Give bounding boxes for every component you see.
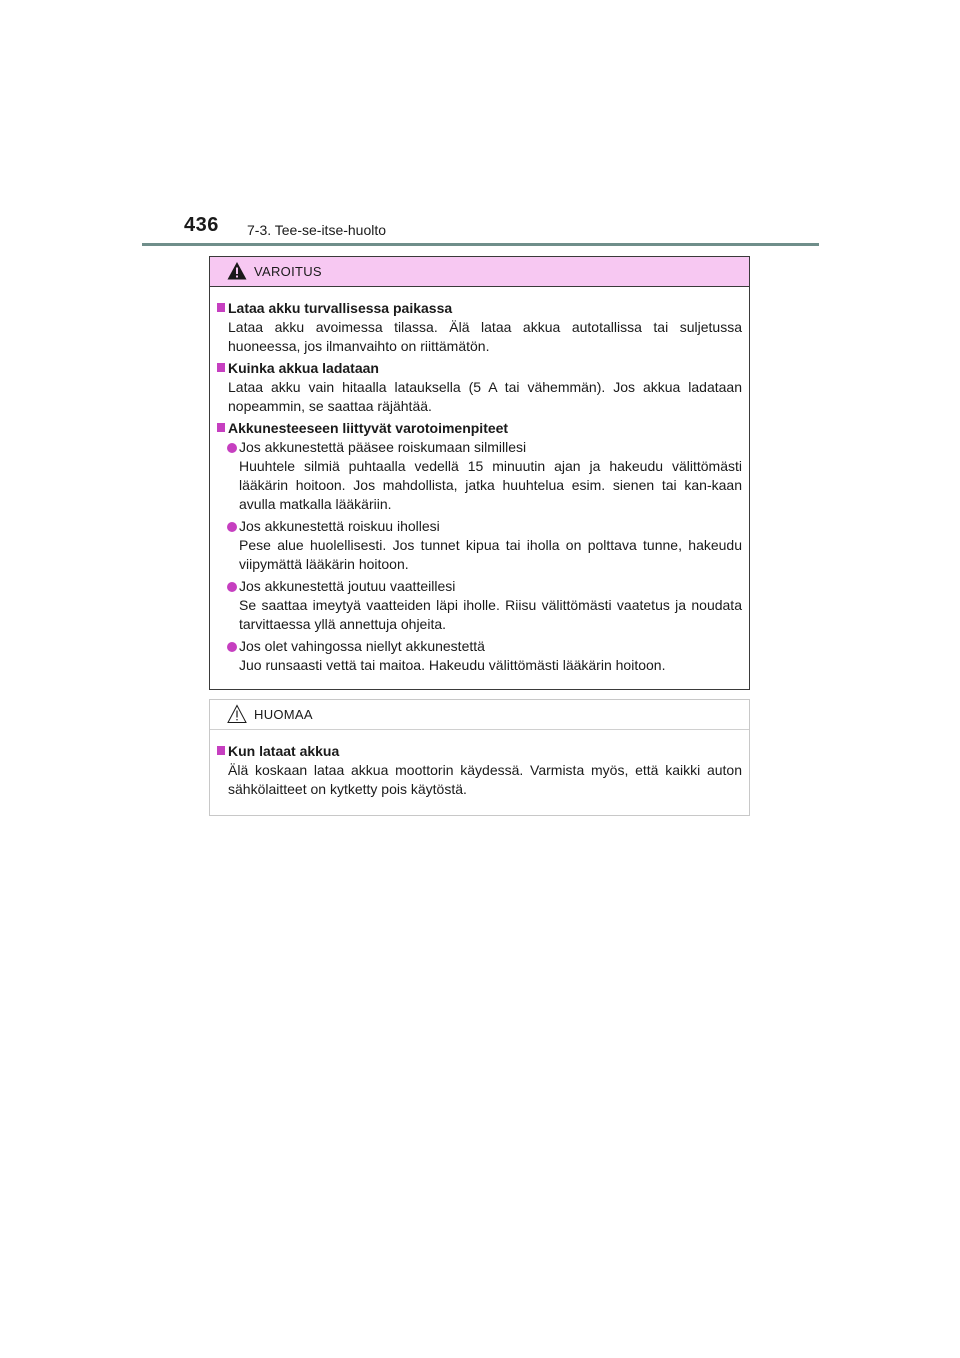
bullet-text: Pese alue huolellisesti. Jos tunnet kipua tai iholla on polttava tunne, hakeudu viipymättä lääkärin hoitoon.: [239, 537, 742, 572]
warning-box: [209, 256, 750, 690]
bullet-item: [217, 517, 742, 574]
section-heading-text: Kun lataat akkua: [228, 743, 340, 759]
page-number: 436: [184, 214, 219, 236]
round-bullet-icon: [227, 642, 237, 652]
warning-section: [217, 419, 742, 675]
section-heading: [217, 742, 742, 761]
notice-header: [210, 700, 749, 730]
section-heading: [217, 299, 742, 318]
section-text: Lataa akku avoimessa tilassa. Älä lataa akkua autotallissa tai suljetussa huoneessa, jos ilmanvaihto on riittämätön.: [228, 319, 742, 354]
round-bullet-icon: [227, 522, 237, 532]
round-bullet-icon: [227, 582, 237, 592]
bullet-item: [217, 637, 742, 675]
caution-triangle-icon: [227, 704, 247, 724]
header-divider: [142, 243, 819, 246]
warning-triangle-icon: [227, 261, 247, 281]
section-heading-text: Kuinka akkua ladataan: [228, 360, 379, 376]
square-bullet-icon: [217, 423, 225, 432]
warning-header: [210, 257, 749, 287]
warning-section: [217, 359, 742, 416]
section-heading-text: Akkunesteeseen liittyvät varotoimenpiteet: [228, 420, 509, 436]
section-heading-text: Lataa akku turvallisessa paikassa: [228, 300, 453, 316]
bullet-title: Jos akkunestettä pääsee roiskumaan silmillesi: [239, 439, 527, 455]
section-heading: [217, 419, 742, 438]
square-bullet-icon: [217, 746, 225, 755]
bullet-item: [217, 438, 742, 514]
section-text: Älä koskaan lataa akkua moottorin käydessä. Varmista myös, että kaikki auton sähkölaitteet on kytketty pois käytöstä.: [228, 762, 742, 797]
notice-title: HUOMAA: [254, 707, 313, 722]
round-bullet-icon: [227, 443, 237, 453]
warning-body: [210, 287, 749, 675]
bullet-text: Juo runsaasti vettä tai maitoa. Hakeudu välittömästi lääkärin hoitoon.: [239, 657, 666, 673]
warning-title: VAROITUS: [254, 264, 322, 279]
warning-section: [217, 299, 742, 356]
notice-box: [209, 699, 750, 816]
bullet-title: Jos akkunestettä roiskuu ihollesi: [239, 518, 440, 534]
bullet-title: Jos olet vahingossa niellyt akkunestettä: [239, 638, 485, 654]
bullet-title: Jos akkunestettä joutuu vaatteillesi: [239, 578, 456, 594]
square-bullet-icon: [217, 363, 225, 372]
notice-body: [210, 730, 749, 799]
bullet-text: Huuhtele silmiä puhtaalla vedellä 15 minuutin ajan ja hakeudu välittömästi lääkärin hoitoon. Jos mahdollista, jatka huuhtelua esim. sienen tai kan-kaan avulla matkalla lääkäriin.: [239, 458, 742, 512]
section-text: Lataa akku vain hitaalla latauksella (5 A tai vähemmän). Jos akkua ladataan nopeammin, se saattaa räjähtää.: [228, 379, 742, 414]
bullet-item: [217, 577, 742, 634]
bullet-text: Se saattaa imeytyä vaatteiden läpi iholle. Riisu välittömästi vaatetus ja noudata tarvittaessa yllä annettuja ohjeita.: [239, 597, 742, 632]
notice-section: [217, 742, 742, 799]
section-heading: [217, 359, 742, 378]
square-bullet-icon: [217, 303, 225, 312]
section-title: 7-3. Tee-se-itse-huolto: [247, 222, 387, 238]
